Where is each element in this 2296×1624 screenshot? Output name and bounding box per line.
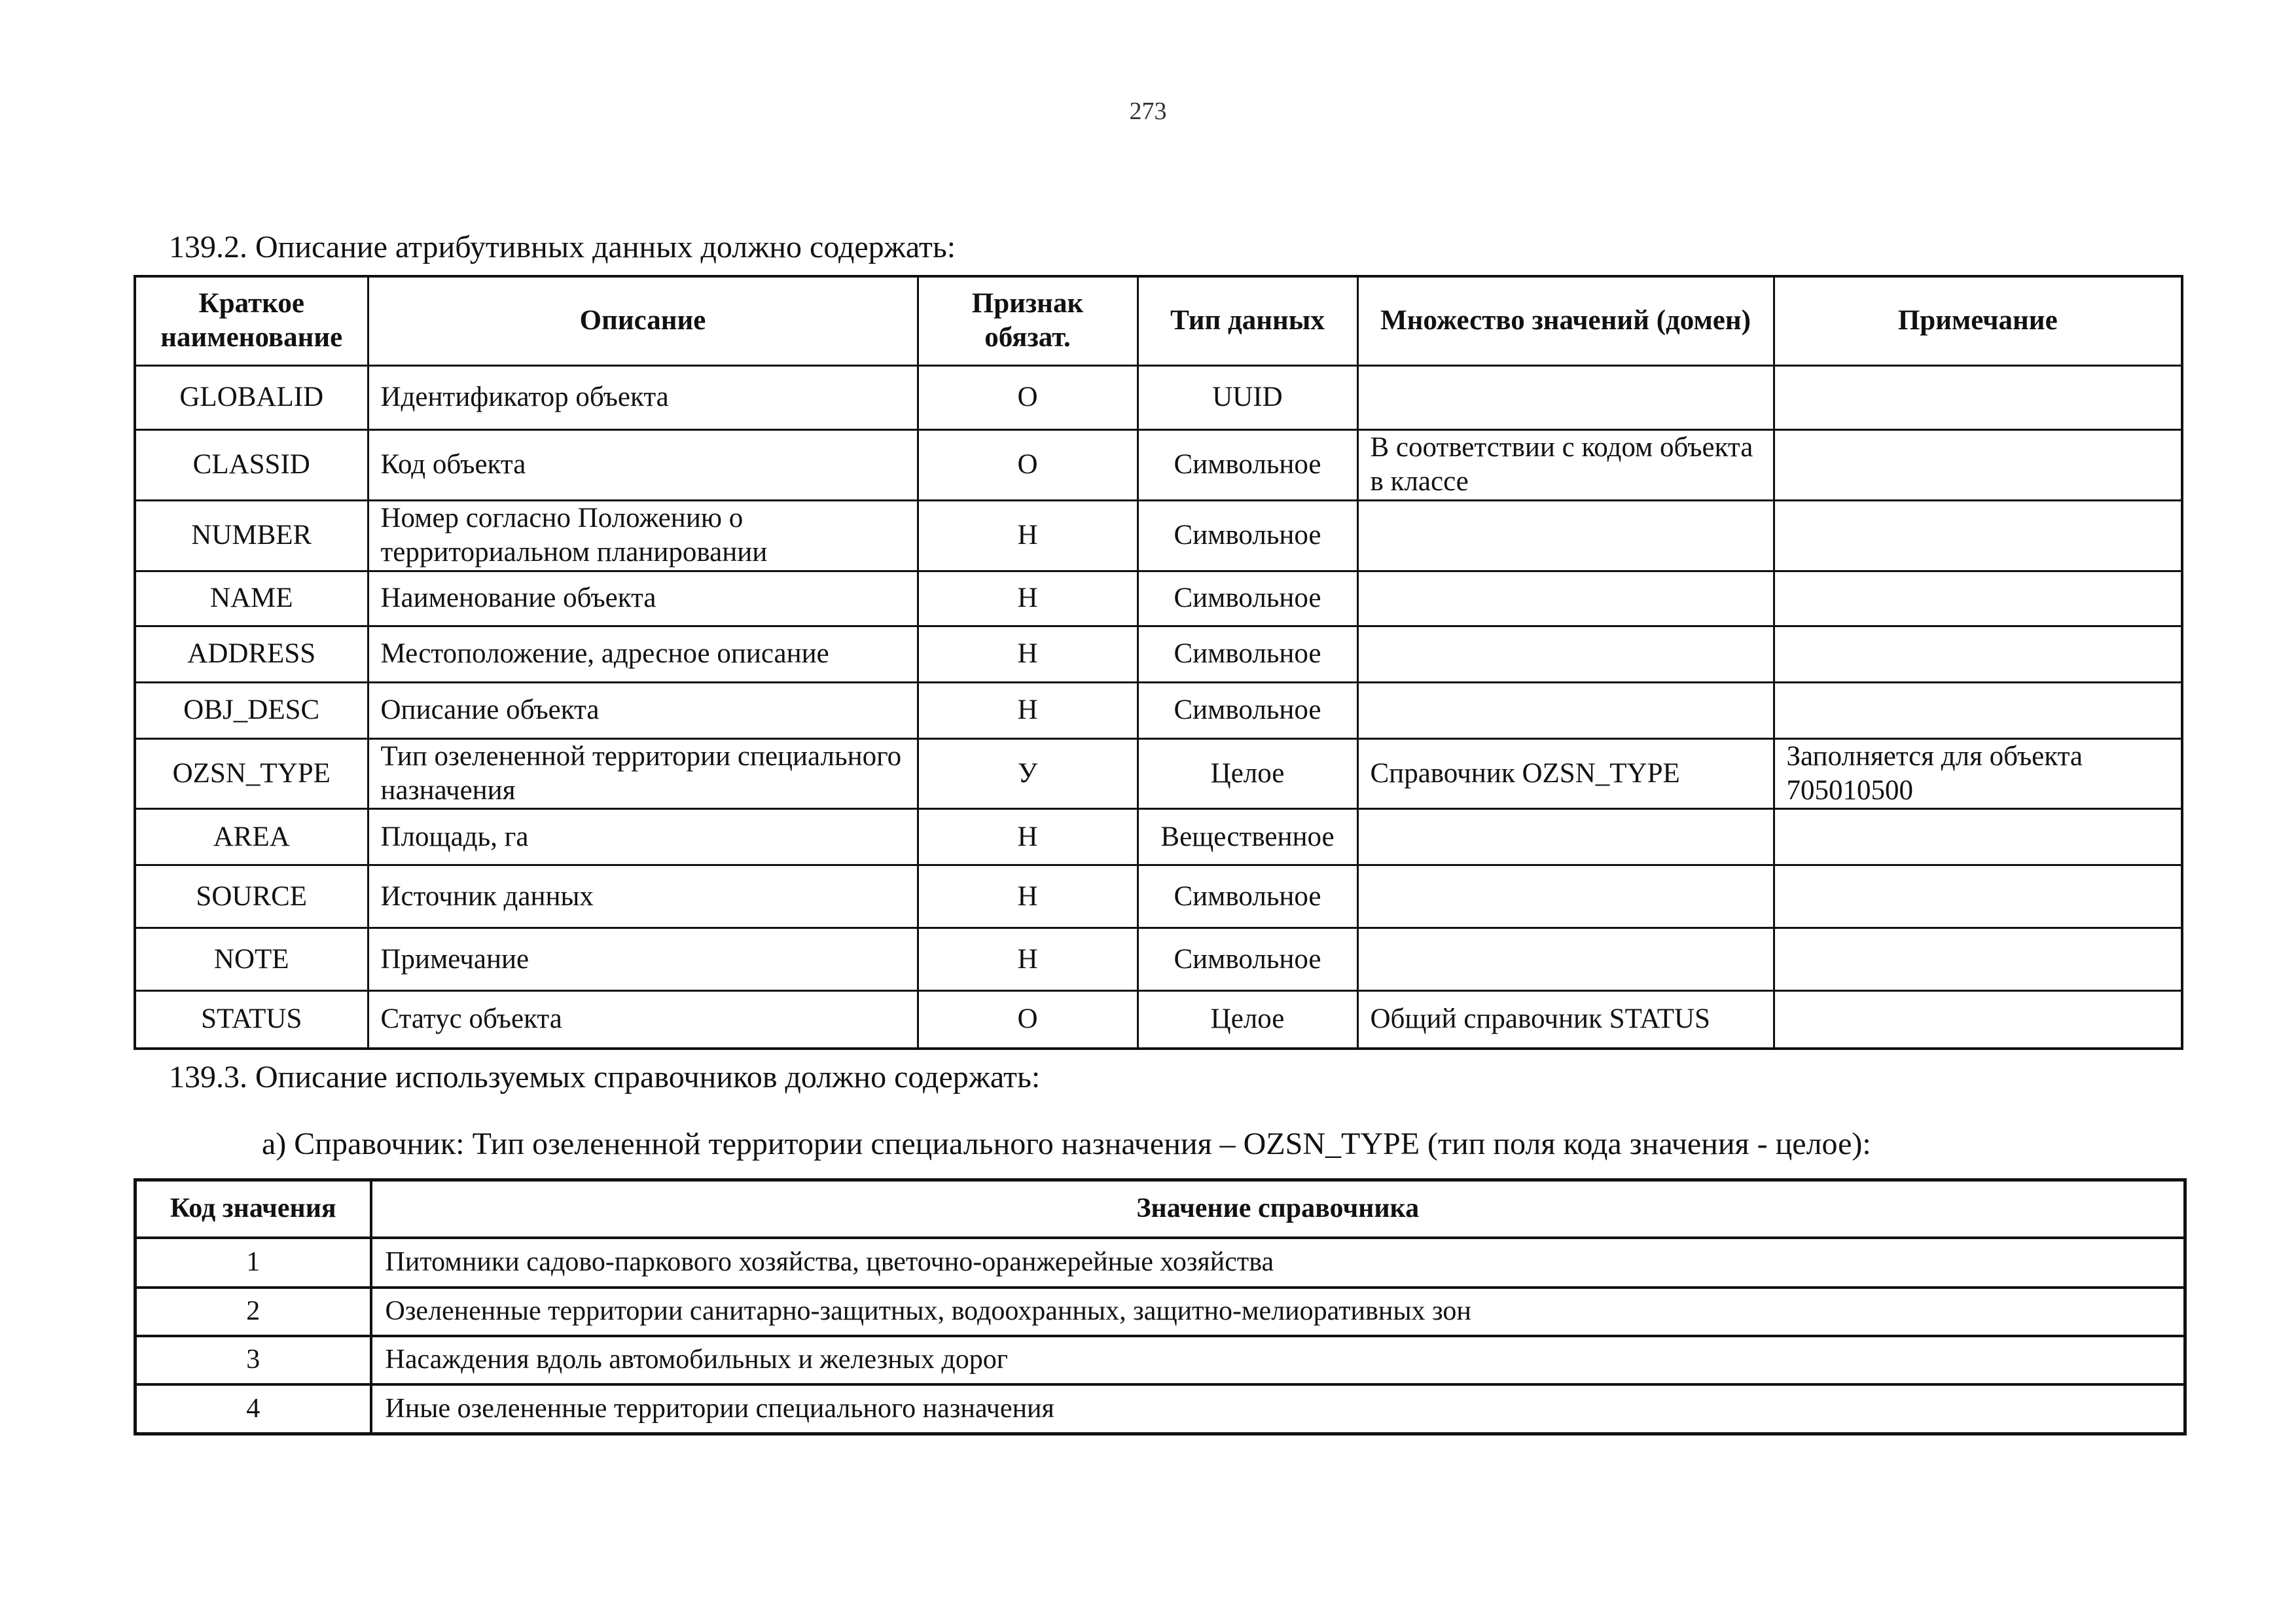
attribute-table — [134, 275, 2183, 1050]
table-cell: Н — [918, 682, 1138, 738]
table-cell: 4 — [135, 1384, 371, 1434]
table-cell: Н — [918, 571, 1138, 626]
table-cell: Н — [918, 626, 1138, 682]
table-cell: Местоположение, адресное описание — [368, 626, 918, 682]
table-cell: Символьное — [1138, 682, 1357, 738]
table-row — [135, 1288, 2185, 1336]
table-cell: 3 — [135, 1336, 371, 1384]
table-cell: Иные озелененные территории специального назначения — [371, 1384, 2185, 1434]
table-cell: 1 — [135, 1238, 371, 1288]
table-cell — [1774, 429, 2182, 500]
table-cell: Вещественное — [1138, 809, 1357, 865]
column-header: Признак обязат. — [918, 276, 1138, 365]
table-row — [135, 928, 2182, 991]
page-number: 273 — [1129, 98, 1167, 125]
table-row — [135, 991, 2182, 1049]
table-cell: ADDRESS — [135, 626, 368, 682]
table-header-row — [135, 1180, 2185, 1238]
table-cell: GLOBALID — [135, 365, 368, 429]
table-row — [135, 682, 2182, 738]
table-row — [135, 865, 2182, 928]
table-cell: Наименование объекта — [368, 571, 918, 626]
column-header: Краткое наименование — [135, 276, 368, 365]
table-cell — [1774, 928, 2182, 991]
table-cell — [1774, 500, 2182, 571]
table-cell: Площадь, га — [368, 809, 918, 865]
table-cell: UUID — [1138, 365, 1357, 429]
table-cell: NOTE — [135, 928, 368, 991]
table-cell: Идентификатор объекта — [368, 365, 918, 429]
table-cell: О — [918, 365, 1138, 429]
table-cell: Насаждения вдоль автомобильных и железных дорог — [371, 1336, 2185, 1384]
table-cell: В соответствии с кодом объекта в классе — [1357, 429, 1774, 500]
table-cell: Общий справочник STATUS — [1357, 991, 1774, 1049]
table-cell — [1774, 991, 2182, 1049]
column-header: Код значения — [135, 1180, 371, 1238]
table-cell — [1357, 682, 1774, 738]
section-heading-attributes: 139.2. Описание атрибутивных данных должно содержать: — [169, 230, 956, 264]
table-cell: Символьное — [1138, 500, 1357, 571]
table-cell — [1357, 500, 1774, 571]
table-cell: Статус объекта — [368, 991, 918, 1049]
table-header-row — [135, 276, 2182, 365]
table-cell: Справочник OZSN_TYPE — [1357, 738, 1774, 809]
table-cell — [1774, 365, 2182, 429]
table-row — [135, 571, 2182, 626]
table-cell: STATUS — [135, 991, 368, 1049]
table-cell: Примечание — [368, 928, 918, 991]
table-cell: Код объекта — [368, 429, 918, 500]
reference-table — [134, 1178, 2187, 1435]
table-cell: Н — [918, 928, 1138, 991]
column-header: Тип данных — [1138, 276, 1357, 365]
table-cell: OZSN_TYPE — [135, 738, 368, 809]
table-row — [135, 809, 2182, 865]
table-row — [135, 1384, 2185, 1434]
table-cell: Символьное — [1138, 928, 1357, 991]
table-row — [135, 1238, 2185, 1288]
table-cell: NAME — [135, 571, 368, 626]
table-cell — [1357, 571, 1774, 626]
table-cell: Символьное — [1138, 571, 1357, 626]
table-cell — [1774, 626, 2182, 682]
table-cell — [1774, 571, 2182, 626]
table-cell: О — [918, 991, 1138, 1049]
table-cell: Символьное — [1138, 865, 1357, 928]
table-cell: Н — [918, 865, 1138, 928]
column-header: Множество значений (домен) — [1357, 276, 1774, 365]
table-cell — [1357, 809, 1774, 865]
table-cell: OBJ_DESC — [135, 682, 368, 738]
table-cell: SOURCE — [135, 865, 368, 928]
table-cell: Целое — [1138, 991, 1357, 1049]
table-row — [135, 738, 2182, 809]
table-cell: 2 — [135, 1288, 371, 1336]
table-cell: Н — [918, 809, 1138, 865]
table-row — [135, 1336, 2185, 1384]
table-cell: Целое — [1138, 738, 1357, 809]
table-row — [135, 429, 2182, 500]
table-row — [135, 626, 2182, 682]
table-cell: Символьное — [1138, 626, 1357, 682]
table-cell: Символьное — [1138, 429, 1357, 500]
table-cell: У — [918, 738, 1138, 809]
table-cell: Н — [918, 500, 1138, 571]
table-cell: Заполняется для объекта 705010500 — [1774, 738, 2182, 809]
table-cell: Тип озелененной территории специального назначения — [368, 738, 918, 809]
table-row — [135, 365, 2182, 429]
reference-caption: а) Справочник: Тип озелененной территории специального назначения – OZSN_TYPE (тип поля кода значения - целое): — [262, 1127, 1871, 1161]
table-cell: Источник данных — [368, 865, 918, 928]
table-cell — [1774, 682, 2182, 738]
table-cell: CLASSID — [135, 429, 368, 500]
table-cell: Озелененные территории санитарно-защитных, водоохранных, защитно-мелиоративных зон — [371, 1288, 2185, 1336]
table-cell: Описание объекта — [368, 682, 918, 738]
table-cell — [1774, 809, 2182, 865]
column-header: Примечание — [1774, 276, 2182, 365]
table-cell — [1357, 865, 1774, 928]
table-cell: AREA — [135, 809, 368, 865]
table-cell: Питомники садово-паркового хозяйства, цветочно-оранжерейные хозяйства — [371, 1238, 2185, 1288]
section-heading-references: 139.3. Описание используемых справочников должно содержать: — [169, 1060, 1041, 1094]
table-cell: О — [918, 429, 1138, 500]
table-cell — [1357, 928, 1774, 991]
table-cell — [1774, 865, 2182, 928]
table-cell: NUMBER — [135, 500, 368, 571]
table-cell — [1357, 365, 1774, 429]
table-cell — [1357, 626, 1774, 682]
table-row — [135, 500, 2182, 571]
column-header: Описание — [368, 276, 918, 365]
table-cell: Номер согласно Положению о территориальном планировании — [368, 500, 918, 571]
column-header: Значение справочника — [371, 1180, 2185, 1238]
